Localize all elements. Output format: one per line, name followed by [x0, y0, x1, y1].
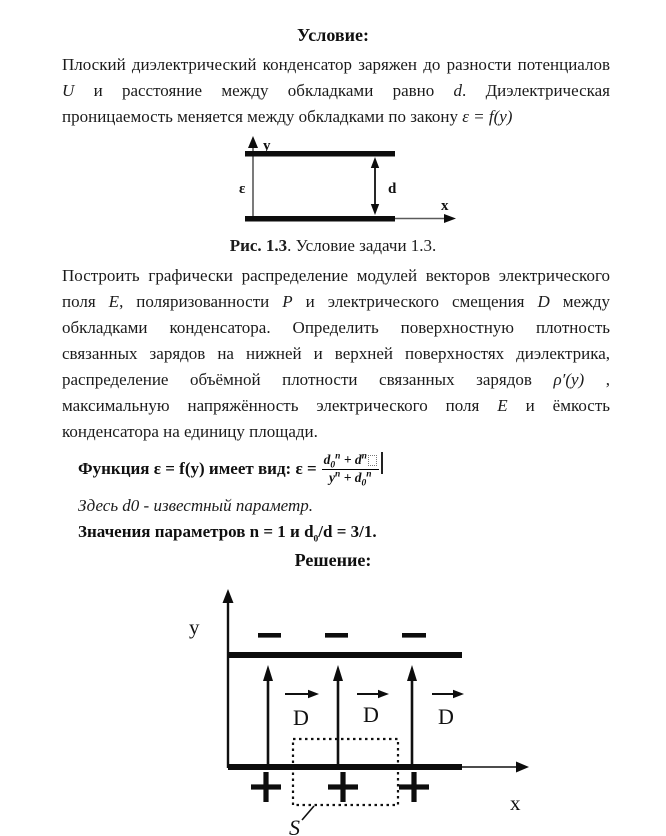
- text-cursor-artifact: [381, 452, 383, 474]
- fig2-bottom-plate: [228, 764, 462, 770]
- fig1-y-axis-label: y: [263, 138, 271, 154]
- formula-label: Функция ε = f(y) имеет вид: ε =: [78, 459, 317, 478]
- fig1-d-arrowhead-up-icon: [371, 157, 379, 168]
- condition-paragraph-2: Построить графически распределение модулей векторов электрического поля E, поляризованности P и электрического смещения D между обкладками конденсатора. Определить поверхностную плотность связанных зарядов на нижней и верхней поверхностях диэлектрика, распределение объёмной плотности связанных зарядов ρ′(y) , максимальную напряжённость электрического поля E и ёмкость конденсатора на единицу площади.: [62, 266, 611, 441]
- fig2-x-axis-arrowhead-icon: [516, 762, 529, 773]
- field-arrowhead-icon: [333, 665, 343, 681]
- fig1-y-axis-arrowhead-icon: [248, 136, 258, 148]
- s-label-pointer-line: [302, 806, 314, 820]
- condition-paragraph-1: Плоский диэлектрический конденсатор заряжен до разности потенциалов U и расстояние между обкладками равно d. Диэлектрическая проницаемость меняется между обкладками по закону ε = f(y): [62, 55, 610, 126]
- fig2-y-axis-label: y: [189, 615, 200, 639]
- plus-charge-icon: [399, 772, 429, 802]
- epsilon-fraction: [322, 451, 379, 489]
- fig1-d-label: d: [388, 181, 397, 197]
- fig1-d-arrowhead-down-icon: [371, 204, 379, 215]
- fig2-top-plate: [228, 652, 462, 658]
- solution-heading: Решение:: [294, 550, 372, 570]
- parameter-values: Значения параметров n = 1 и $d_0/d = 3/1$.: [78, 522, 377, 545]
- epsilon-function-formula: [78, 451, 666, 487]
- fig1-epsilon-label: ε: [239, 181, 246, 197]
- fig2-y-axis-arrowhead-icon: [223, 589, 234, 603]
- fig1-x-axis-arrowhead-icon: [444, 214, 456, 223]
- d-vector-arrowhead-icon: [308, 690, 319, 698]
- plus-charge-icon: [251, 772, 281, 802]
- parameter-note: Здесь d0 - известный параметр.: [78, 496, 314, 515]
- d-vector-arrowhead-icon: [378, 690, 389, 698]
- d-vector-label: D: [363, 702, 379, 727]
- d-vector-label: D: [293, 705, 309, 730]
- minus-charge-icon: [325, 633, 348, 638]
- minus-charge-icon: [402, 633, 426, 638]
- condition-heading: Условие:: [297, 25, 369, 45]
- field-arrowhead-icon: [263, 665, 273, 681]
- d-vector-arrowhead-icon: [453, 690, 464, 698]
- solution-capacitor-diagram: [0, 586, 666, 836]
- field-arrowhead-icon: [407, 665, 417, 681]
- figure-1-3-capacitor-diagram: [0, 135, 666, 235]
- fraction-numerator: $d_0^n + d^n$: [323, 451, 367, 471]
- equation-placeholder-box: [368, 455, 377, 466]
- minus-charge-icon: [258, 633, 281, 638]
- fig1-bottom-plate: [245, 216, 395, 222]
- fig2-x-axis-label: x: [510, 791, 521, 815]
- fig1-x-axis-label: x: [441, 198, 449, 214]
- figure-1-3-caption: Рис. 1.3. Условие задачи 1.3.: [229, 236, 437, 255]
- plus-charge-icon: [328, 772, 358, 802]
- fraction-denominator: $y^n + d_0^n$: [329, 469, 372, 489]
- d-vector-label: D: [438, 704, 454, 729]
- gaussian-surface-label: S: [289, 815, 300, 836]
